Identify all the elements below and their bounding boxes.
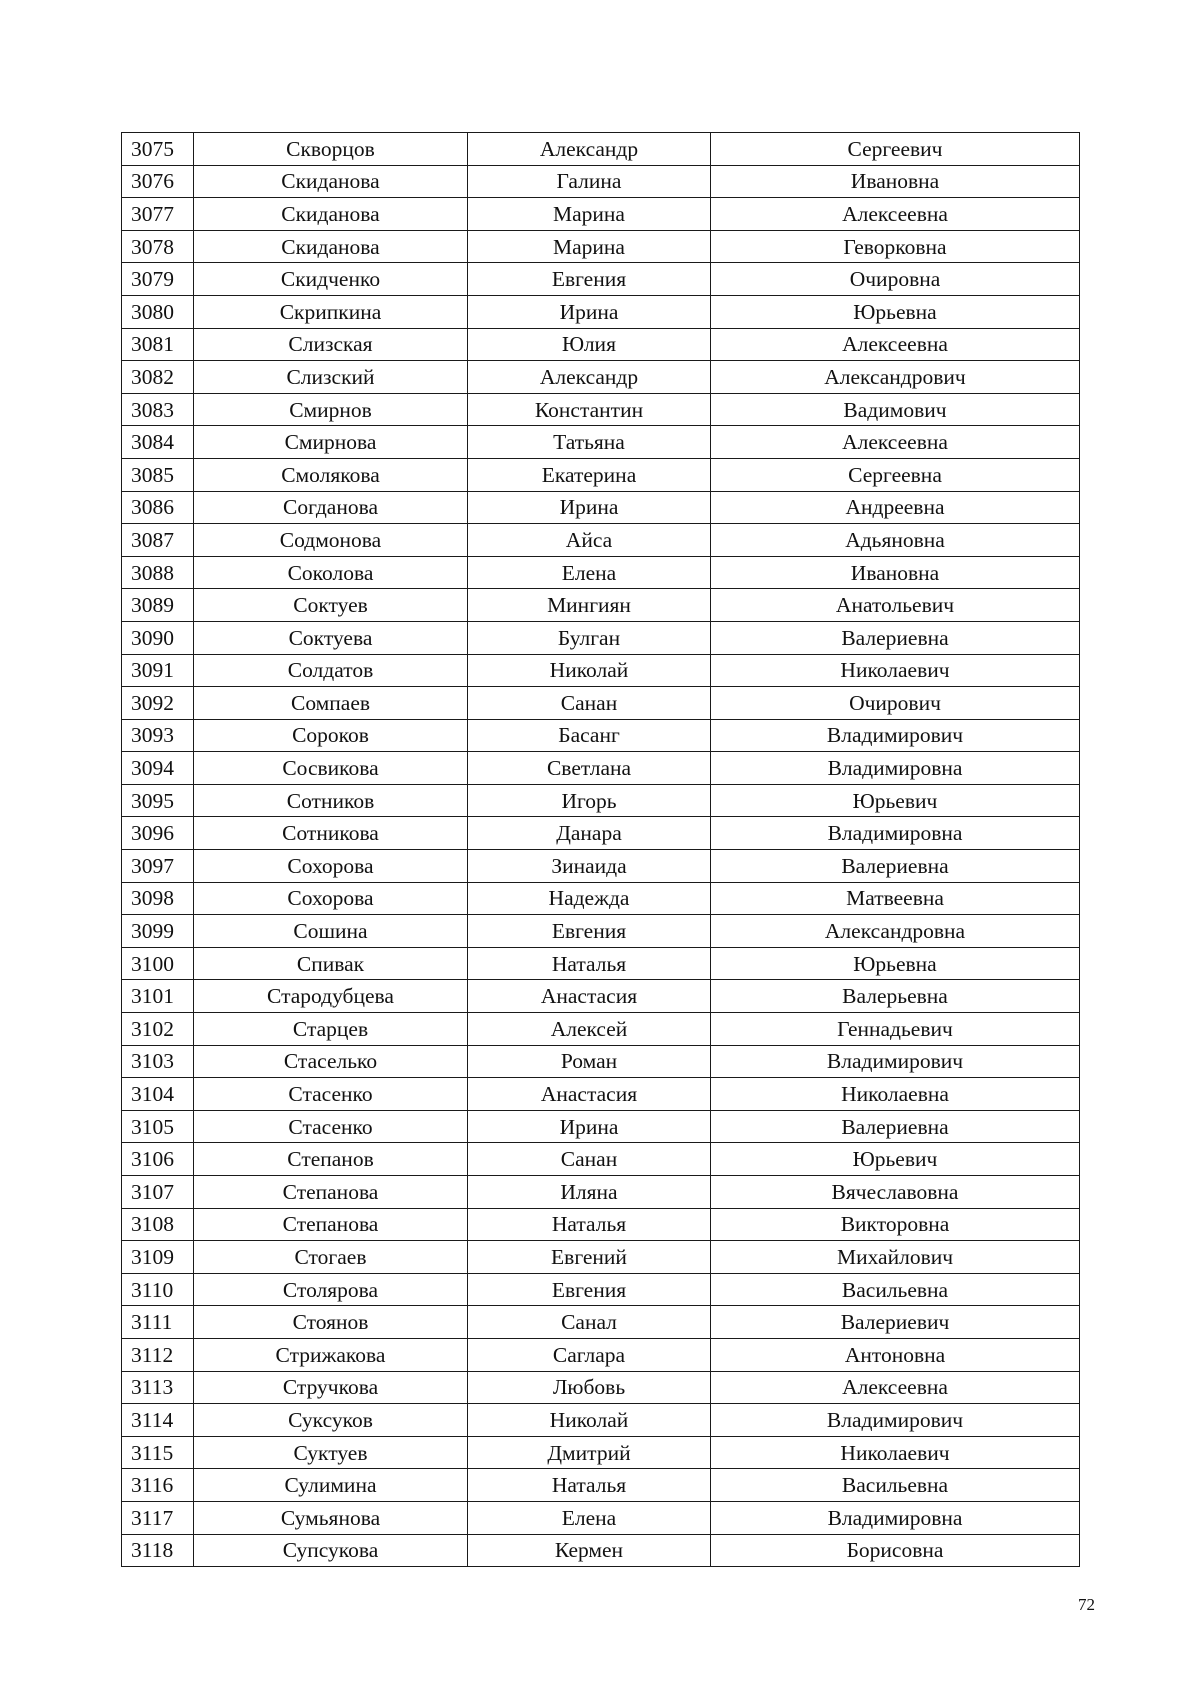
row-number-cell: 3083 xyxy=(122,393,194,426)
patronymic-cell: Борисовна xyxy=(711,1534,1080,1567)
row-number-cell: 3095 xyxy=(122,784,194,817)
patronymic-cell: Сергеевна xyxy=(711,458,1080,491)
patronymic-cell: Валериевна xyxy=(711,850,1080,883)
row-number-cell: 3085 xyxy=(122,458,194,491)
last-name-cell: Смолякова xyxy=(194,458,468,491)
last-name-cell: Степанова xyxy=(194,1176,468,1209)
row-number-cell: 3076 xyxy=(122,165,194,198)
row-number-cell: 3091 xyxy=(122,654,194,687)
first-name-cell: Санал xyxy=(468,1306,711,1339)
patronymic-cell: Алексеевна xyxy=(711,328,1080,361)
patronymic-cell: Александрович xyxy=(711,361,1080,394)
first-name-cell: Светлана xyxy=(468,752,711,785)
last-name-cell: Супсукова xyxy=(194,1534,468,1567)
table-row xyxy=(122,589,1080,622)
first-name-cell: Николай xyxy=(468,1404,711,1437)
first-name-cell: Алексей xyxy=(468,1013,711,1046)
table-row xyxy=(122,1208,1080,1241)
first-name-cell: Елена xyxy=(468,556,711,589)
table-row xyxy=(122,198,1080,231)
row-number-cell: 3112 xyxy=(122,1338,194,1371)
last-name-cell: Стасенко xyxy=(194,1078,468,1111)
last-name-cell: Сумьянова xyxy=(194,1501,468,1534)
first-name-cell: Александр xyxy=(468,133,711,166)
row-number-cell: 3089 xyxy=(122,589,194,622)
last-name-cell: Старцев xyxy=(194,1013,468,1046)
last-name-cell: Скворцов xyxy=(194,133,468,166)
patronymic-cell: Антоновна xyxy=(711,1338,1080,1371)
last-name-cell: Суктуев xyxy=(194,1436,468,1469)
patronymic-cell: Сергеевич xyxy=(711,133,1080,166)
table-row xyxy=(122,1045,1080,1078)
patronymic-cell: Владимировна xyxy=(711,1501,1080,1534)
patronymic-cell: Алексеевна xyxy=(711,426,1080,459)
row-number-cell: 3077 xyxy=(122,198,194,231)
patronymic-cell: Адьяновна xyxy=(711,524,1080,557)
first-name-cell: Любовь xyxy=(468,1371,711,1404)
row-number-cell: 3117 xyxy=(122,1501,194,1534)
first-name-cell: Евгения xyxy=(468,263,711,296)
first-name-cell: Ирина xyxy=(468,1110,711,1143)
table-row xyxy=(122,1176,1080,1209)
first-name-cell: Зинаида xyxy=(468,850,711,883)
first-name-cell: Мингиян xyxy=(468,589,711,622)
row-number-cell: 3080 xyxy=(122,295,194,328)
last-name-cell: Сотникова xyxy=(194,817,468,850)
table-row xyxy=(122,1241,1080,1274)
table-row xyxy=(122,784,1080,817)
first-name-cell: Елена xyxy=(468,1501,711,1534)
first-name-cell: Наталья xyxy=(468,1208,711,1241)
row-number-cell: 3086 xyxy=(122,491,194,524)
patronymic-cell: Алексеевна xyxy=(711,198,1080,231)
patronymic-cell: Ивановна xyxy=(711,165,1080,198)
row-number-cell: 3110 xyxy=(122,1273,194,1306)
table-row xyxy=(122,947,1080,980)
patronymic-cell: Юрьевич xyxy=(711,784,1080,817)
table-row xyxy=(122,524,1080,557)
patronymic-cell: Андреевна xyxy=(711,491,1080,524)
first-name-cell: Александр xyxy=(468,361,711,394)
patronymic-cell: Юрьевна xyxy=(711,295,1080,328)
last-name-cell: Скидченко xyxy=(194,263,468,296)
first-name-cell: Наталья xyxy=(468,1469,711,1502)
table-row xyxy=(122,1078,1080,1111)
last-name-cell: Сороков xyxy=(194,719,468,752)
first-name-cell: Екатерина xyxy=(468,458,711,491)
patronymic-cell: Владимирович xyxy=(711,719,1080,752)
row-number-cell: 3097 xyxy=(122,850,194,883)
first-name-cell: Юлия xyxy=(468,328,711,361)
first-name-cell: Татьяна xyxy=(468,426,711,459)
table-row xyxy=(122,133,1080,166)
patronymic-cell: Анатольевич xyxy=(711,589,1080,622)
patronymic-cell: Николаевич xyxy=(711,654,1080,687)
patronymic-cell: Очирович xyxy=(711,687,1080,720)
table-row xyxy=(122,719,1080,752)
last-name-cell: Смирнова xyxy=(194,426,468,459)
table-row xyxy=(122,230,1080,263)
last-name-cell: Степанова xyxy=(194,1208,468,1241)
row-number-cell: 3115 xyxy=(122,1436,194,1469)
last-name-cell: Сохорова xyxy=(194,850,468,883)
row-number-cell: 3106 xyxy=(122,1143,194,1176)
table-row xyxy=(122,1306,1080,1339)
first-name-cell: Санан xyxy=(468,687,711,720)
first-name-cell: Наталья xyxy=(468,947,711,980)
table-row xyxy=(122,1534,1080,1567)
table-row xyxy=(122,295,1080,328)
last-name-cell: Сохорова xyxy=(194,882,468,915)
first-name-cell: Евгений xyxy=(468,1241,711,1274)
table-row xyxy=(122,426,1080,459)
table-row xyxy=(122,882,1080,915)
row-number-cell: 3100 xyxy=(122,947,194,980)
first-name-cell: Булган xyxy=(468,621,711,654)
row-number-cell: 3092 xyxy=(122,687,194,720)
table-row xyxy=(122,393,1080,426)
last-name-cell: Скиданова xyxy=(194,165,468,198)
table-row xyxy=(122,165,1080,198)
patronymic-cell: Алексеевна xyxy=(711,1371,1080,1404)
table-row xyxy=(122,458,1080,491)
first-name-cell: Санан xyxy=(468,1143,711,1176)
table-row xyxy=(122,491,1080,524)
first-name-cell: Роман xyxy=(468,1045,711,1078)
patronymic-cell: Валерьевна xyxy=(711,980,1080,1013)
first-name-cell: Анастасия xyxy=(468,980,711,1013)
row-number-cell: 3082 xyxy=(122,361,194,394)
table-row xyxy=(122,687,1080,720)
last-name-cell: Стогаев xyxy=(194,1241,468,1274)
last-name-cell: Соколова xyxy=(194,556,468,589)
patronymic-cell: Николаевна xyxy=(711,1078,1080,1111)
table-row xyxy=(122,1436,1080,1469)
first-name-cell: Надежда xyxy=(468,882,711,915)
row-number-cell: 3075 xyxy=(122,133,194,166)
row-number-cell: 3090 xyxy=(122,621,194,654)
patronymic-cell: Владимировна xyxy=(711,817,1080,850)
patronymic-cell: Валериевич xyxy=(711,1306,1080,1339)
table-row xyxy=(122,263,1080,296)
table-row xyxy=(122,1110,1080,1143)
first-name-cell: Басанг xyxy=(468,719,711,752)
row-number-cell: 3116 xyxy=(122,1469,194,1502)
table-row xyxy=(122,328,1080,361)
table-row xyxy=(122,850,1080,883)
last-name-cell: Согданова xyxy=(194,491,468,524)
last-name-cell: Стародубцева xyxy=(194,980,468,1013)
last-name-cell: Скиданова xyxy=(194,198,468,231)
row-number-cell: 3094 xyxy=(122,752,194,785)
patronymic-cell: Вячеславовна xyxy=(711,1176,1080,1209)
first-name-cell: Марина xyxy=(468,230,711,263)
table-row xyxy=(122,1273,1080,1306)
table-row xyxy=(122,1469,1080,1502)
patronymic-cell: Васильевна xyxy=(711,1273,1080,1306)
row-number-cell: 3108 xyxy=(122,1208,194,1241)
patronymic-cell: Матвеевна xyxy=(711,882,1080,915)
first-name-cell: Кермен xyxy=(468,1534,711,1567)
patronymic-cell: Владимирович xyxy=(711,1045,1080,1078)
row-number-cell: 3107 xyxy=(122,1176,194,1209)
last-name-cell: Стрижакова xyxy=(194,1338,468,1371)
patronymic-cell: Михайлович xyxy=(711,1241,1080,1274)
last-name-cell: Стоянов xyxy=(194,1306,468,1339)
first-name-cell: Ирина xyxy=(468,295,711,328)
table-row xyxy=(122,361,1080,394)
patronymic-cell: Вадимович xyxy=(711,393,1080,426)
table-row xyxy=(122,1404,1080,1437)
table-row xyxy=(122,654,1080,687)
first-name-cell: Игорь xyxy=(468,784,711,817)
last-name-cell: Стаселько xyxy=(194,1045,468,1078)
row-number-cell: 3109 xyxy=(122,1241,194,1274)
row-number-cell: 3103 xyxy=(122,1045,194,1078)
table-row xyxy=(122,1143,1080,1176)
patronymic-cell: Владимировна xyxy=(711,752,1080,785)
first-name-cell: Саглара xyxy=(468,1338,711,1371)
table-row xyxy=(122,752,1080,785)
last-name-cell: Степанов xyxy=(194,1143,468,1176)
last-name-cell: Сошина xyxy=(194,915,468,948)
last-name-cell: Стручкова xyxy=(194,1371,468,1404)
last-name-cell: Сосвикова xyxy=(194,752,468,785)
patronymic-cell: Юрьевич xyxy=(711,1143,1080,1176)
name-list-table xyxy=(121,132,1080,1567)
table-row xyxy=(122,1371,1080,1404)
first-name-cell: Галина xyxy=(468,165,711,198)
row-number-cell: 3079 xyxy=(122,263,194,296)
patronymic-cell: Александровна xyxy=(711,915,1080,948)
last-name-cell: Соктуева xyxy=(194,621,468,654)
patronymic-cell: Валериевна xyxy=(711,1110,1080,1143)
row-number-cell: 3084 xyxy=(122,426,194,459)
first-name-cell: Евгения xyxy=(468,915,711,948)
patronymic-cell: Очировна xyxy=(711,263,1080,296)
patronymic-cell: Владимирович xyxy=(711,1404,1080,1437)
first-name-cell: Николай xyxy=(468,654,711,687)
first-name-cell: Ирина xyxy=(468,491,711,524)
table-body xyxy=(122,133,1080,1567)
last-name-cell: Сотников xyxy=(194,784,468,817)
last-name-cell: Соктуев xyxy=(194,589,468,622)
table-row xyxy=(122,1338,1080,1371)
row-number-cell: 3102 xyxy=(122,1013,194,1046)
first-name-cell: Константин xyxy=(468,393,711,426)
last-name-cell: Скрипкина xyxy=(194,295,468,328)
row-number-cell: 3099 xyxy=(122,915,194,948)
first-name-cell: Анастасия xyxy=(468,1078,711,1111)
patronymic-cell: Ивановна xyxy=(711,556,1080,589)
last-name-cell: Слизская xyxy=(194,328,468,361)
last-name-cell: Скиданова xyxy=(194,230,468,263)
first-name-cell: Иляна xyxy=(468,1176,711,1209)
patronymic-cell: Геворковна xyxy=(711,230,1080,263)
last-name-cell: Солдатов xyxy=(194,654,468,687)
row-number-cell: 3111 xyxy=(122,1306,194,1339)
row-number-cell: 3105 xyxy=(122,1110,194,1143)
first-name-cell: Данара xyxy=(468,817,711,850)
last-name-cell: Сулимина xyxy=(194,1469,468,1502)
last-name-cell: Суксуков xyxy=(194,1404,468,1437)
row-number-cell: 3113 xyxy=(122,1371,194,1404)
row-number-cell: 3114 xyxy=(122,1404,194,1437)
last-name-cell: Слизский xyxy=(194,361,468,394)
patronymic-cell: Геннадьевич xyxy=(711,1013,1080,1046)
row-number-cell: 3088 xyxy=(122,556,194,589)
first-name-cell: Марина xyxy=(468,198,711,231)
patronymic-cell: Юрьевна xyxy=(711,947,1080,980)
table-row xyxy=(122,980,1080,1013)
row-number-cell: 3104 xyxy=(122,1078,194,1111)
last-name-cell: Смирнов xyxy=(194,393,468,426)
first-name-cell: Айса xyxy=(468,524,711,557)
row-number-cell: 3093 xyxy=(122,719,194,752)
page-number: 72 xyxy=(1078,1595,1095,1614)
patronymic-cell: Викторовна xyxy=(711,1208,1080,1241)
table-row xyxy=(122,621,1080,654)
row-number-cell: 3081 xyxy=(122,328,194,361)
last-name-cell: Спивак xyxy=(194,947,468,980)
row-number-cell: 3078 xyxy=(122,230,194,263)
row-number-cell: 3096 xyxy=(122,817,194,850)
row-number-cell: 3118 xyxy=(122,1534,194,1567)
table-row xyxy=(122,915,1080,948)
table-row xyxy=(122,556,1080,589)
first-name-cell: Евгения xyxy=(468,1273,711,1306)
patronymic-cell: Валериевна xyxy=(711,621,1080,654)
table-row xyxy=(122,1013,1080,1046)
table-row xyxy=(122,1501,1080,1534)
table-row xyxy=(122,817,1080,850)
row-number-cell: 3101 xyxy=(122,980,194,1013)
row-number-cell: 3087 xyxy=(122,524,194,557)
last-name-cell: Стасенко xyxy=(194,1110,468,1143)
last-name-cell: Сомпаев xyxy=(194,687,468,720)
last-name-cell: Столярова xyxy=(194,1273,468,1306)
first-name-cell: Дмитрий xyxy=(468,1436,711,1469)
patronymic-cell: Николаевич xyxy=(711,1436,1080,1469)
patronymic-cell: Васильевна xyxy=(711,1469,1080,1502)
row-number-cell: 3098 xyxy=(122,882,194,915)
last-name-cell: Содмонова xyxy=(194,524,468,557)
